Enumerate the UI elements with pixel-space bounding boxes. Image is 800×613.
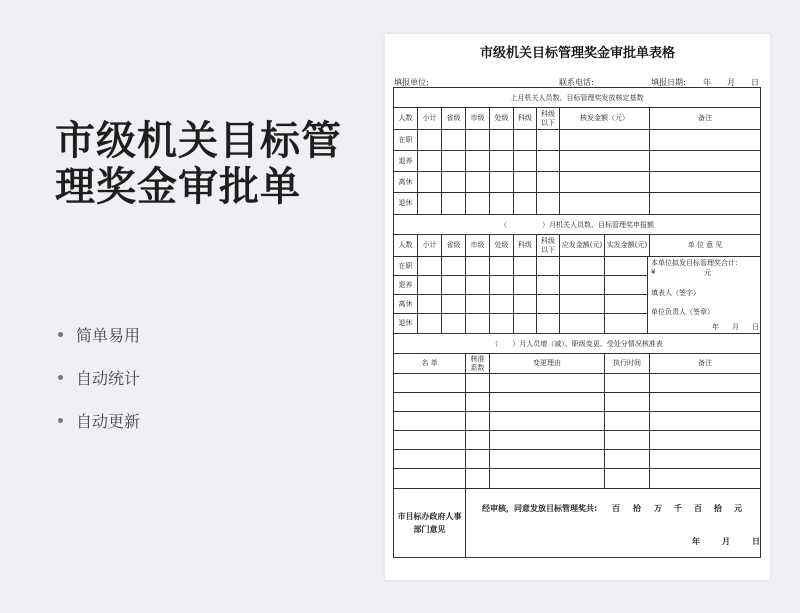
form-cell[interactable] [418,276,442,294]
form-cell[interactable] [605,374,650,392]
section1-row [394,193,760,214]
form-sheet [385,34,770,580]
section1-caption: 上月机关人员数、目标管理奖发放核定基数 [394,88,760,108]
form-cell[interactable] [650,374,760,392]
form-cell[interactable] [490,314,514,333]
header-cell: 名 单 [394,354,466,373]
form-cell[interactable] [537,295,560,313]
date-month: 月 [727,78,735,87]
bullet-dot [58,332,63,337]
form-cell[interactable] [466,450,490,468]
amount-unit: 万 [654,504,662,513]
form-cell[interactable] [442,172,466,192]
form-cell[interactable] [537,172,560,192]
form-cell[interactable] [605,450,650,468]
form-cell[interactable] [466,151,490,171]
form-cell[interactable] [537,257,560,275]
header-cell: 市级 [466,108,490,129]
form-cell[interactable] [650,469,760,488]
row-label: 离休 [394,172,418,192]
row-label: 在职 [394,257,418,275]
form-cell[interactable] [394,374,466,392]
section3-caption: （ ）月人员增（减）、职级变更、受处分情况核准表 [394,334,760,354]
form-cell[interactable] [490,469,605,488]
opinion-filler: 填表人（签字） [651,289,700,297]
row-label: 离休 [394,295,418,313]
amount-unit: 拾 [714,504,722,513]
row-label: 退养 [394,151,418,171]
section-last-month [394,88,760,215]
header-cell: 小计 [418,235,442,256]
header-cell: 科级以下 [537,108,560,129]
form-cell[interactable] [650,393,760,411]
row-label: 退休 [394,314,418,333]
form-cell[interactable] [442,257,466,275]
form-cell[interactable] [650,130,760,150]
header-cell: 科级以下 [537,235,560,256]
form-cell[interactable] [442,193,466,214]
amount-unit: 百 [694,504,702,513]
section3-row [394,393,760,412]
opinion-month: 月 [732,323,739,331]
form-cell[interactable] [466,412,490,430]
amount-unit: 元 [734,504,742,513]
feature-item [58,356,140,399]
form-cell[interactable] [394,412,466,430]
form-cell[interactable] [442,314,466,333]
date-year: 年 [703,78,711,87]
form-cell[interactable] [466,374,490,392]
approval-day: 日 [752,537,760,546]
amount-unit: 千 [674,504,682,513]
amount-unit: 百 [612,504,620,513]
approval-year: 年 [692,537,700,546]
approval-statement: 经审核，同意发放目标管理奖共: [482,504,598,513]
form-cell[interactable] [418,257,442,275]
feature-list [58,313,140,442]
opinion-head: 单位负责人（签章） [651,308,714,316]
form-cell[interactable] [442,295,466,313]
form-cell[interactable] [514,193,537,214]
feature-label: 自动统计 [76,369,141,388]
phone-label: 联系电话: [559,78,594,87]
row-label: 退休 [394,193,418,214]
form-cell[interactable] [560,257,605,275]
form-cell[interactable] [490,193,514,214]
header-cell: 核准系数 [466,354,490,373]
section2-row [394,314,647,333]
section2-body [394,257,760,333]
feature-label: 简单易用 [76,326,141,345]
form-cell[interactable] [605,314,647,333]
section2-row [394,276,647,295]
unit-opinion-box[interactable] [648,257,760,333]
form-cell[interactable] [490,295,514,313]
form-cell[interactable] [466,276,490,294]
section-changes [394,334,760,489]
section2-row [394,257,647,276]
form-cell[interactable] [466,393,490,411]
form-cell[interactable] [490,393,605,411]
header-cell: 小计 [418,108,442,129]
header-cell: 变更理由 [490,354,605,373]
form-cell[interactable] [394,393,466,411]
form-cell[interactable] [537,276,560,294]
form-cell[interactable] [466,172,490,192]
form-cell[interactable] [650,412,760,430]
form-cell[interactable] [560,151,650,171]
header-cell: 处级 [490,235,514,256]
header-cell: 执行时间 [605,354,650,373]
form-cell[interactable] [605,393,650,411]
form-cell[interactable] [560,172,650,192]
section2-row [394,295,647,314]
form-cell[interactable] [537,314,560,333]
header-cell: 省级 [442,235,466,256]
approval-box[interactable] [466,489,760,557]
form-cell[interactable] [514,130,537,150]
form-cell[interactable] [466,295,490,313]
form-cell[interactable] [490,151,514,171]
date-day: 日 [751,78,759,87]
header-cell: 实发金额(元) [605,235,650,256]
form-cell[interactable] [466,431,490,449]
header-cell: 备注 [698,359,712,367]
header-cell: 备注 [698,114,712,122]
form-cell[interactable] [418,172,442,192]
section3-row [394,431,760,450]
form-cell[interactable] [442,151,466,171]
form-cell[interactable] [560,295,605,313]
form-cell[interactable] [605,412,650,430]
form-cell[interactable] [605,257,647,275]
form-cell[interactable] [442,276,466,294]
header-cell: 核发金额（元） [560,108,650,129]
form-cell[interactable] [537,193,560,214]
form-cell[interactable] [466,130,490,150]
section3-row [394,469,760,488]
form-cell[interactable] [605,276,647,294]
form-cell[interactable] [514,276,537,294]
form-cell[interactable] [650,450,760,468]
form-cell[interactable] [514,151,537,171]
form-cell[interactable] [650,172,760,192]
section-this-month [394,215,760,334]
form-cell[interactable] [466,314,490,333]
promo-title: 市级机关目标管理奖金审批单 [55,118,342,210]
row-label: 在职 [394,130,418,150]
opinion-total-line: 本单位拟发目标管理奖合计： [651,259,742,267]
form-cell[interactable] [560,276,605,294]
section2-caption: （ ）月机关人员数、目标管理奖申报额 [394,215,760,235]
form-cell[interactable] [418,295,442,313]
header-cell: 人数 [394,108,418,129]
form-cell[interactable] [490,412,605,430]
form-cell[interactable] [418,193,442,214]
header-cell: 科级 [514,235,537,256]
opinion-year: 年 [712,323,719,331]
form-cell[interactable] [466,469,490,488]
date-label: 填报日期: [651,78,686,87]
form-cell[interactable] [418,151,442,171]
section1-row [394,130,760,151]
form-cell[interactable] [560,130,650,150]
header-cell: 应发金额(元) [560,235,605,256]
opinion-yen: ¥ [651,268,656,276]
form-cell[interactable] [537,151,560,171]
approval-form [393,87,761,558]
feature-item [58,399,140,442]
form-cell[interactable] [514,295,537,313]
form-cell[interactable] [514,172,537,192]
form-cell[interactable] [605,431,650,449]
form-cell[interactable] [394,469,466,488]
form-cell[interactable] [605,295,647,313]
sheet-title: 市级机关目标管理奖金审批单表格 [479,46,675,61]
section3-row [394,412,760,431]
form-cell[interactable] [418,314,442,333]
bullet-dot [58,418,63,423]
form-cell[interactable] [490,431,605,449]
form-cell[interactable] [650,193,760,214]
form-cell[interactable] [442,130,466,150]
section3-row [394,374,760,393]
amount-unit: 拾 [633,504,641,513]
form-cell[interactable] [394,431,466,449]
header-cell: 处级 [490,108,514,129]
form-cell[interactable] [418,130,442,150]
form-cell[interactable] [560,314,605,333]
section1-row [394,172,760,193]
approval-authority: 市目标办政府人事部门意见 [394,489,466,557]
header-cell: 单 位 意 见 [687,241,723,249]
form-cell[interactable] [490,276,514,294]
form-cell[interactable] [490,257,514,275]
form-cell[interactable] [394,450,466,468]
form-cell[interactable] [537,130,560,150]
feature-label: 自动更新 [76,412,141,431]
section3-row [394,450,760,469]
unit-label: 填报单位: [394,78,429,87]
opinion-day: 日 [752,323,759,331]
section2-header-row [394,235,760,257]
section3-header-row [394,354,760,374]
form-cell[interactable] [650,151,760,171]
form-cell[interactable] [490,130,514,150]
header-cell: 科级 [514,108,537,129]
section2-grid [394,257,648,333]
header-cell: 省级 [442,108,466,129]
form-cell[interactable] [560,193,650,214]
form-cell[interactable] [650,431,760,449]
bullet-dot [58,375,63,380]
header-cell: 人数 [394,235,418,256]
form-cell[interactable] [490,374,605,392]
form-cell[interactable] [490,450,605,468]
feature-item [58,313,140,356]
approval-month: 月 [722,537,730,546]
form-cell[interactable] [605,469,650,488]
row-label: 退养 [394,276,418,294]
section1-row [394,151,760,172]
opinion-yuan: 元 [704,269,711,277]
form-cell[interactable] [514,314,537,333]
form-cell[interactable] [466,193,490,214]
header-cell: 市级 [466,235,490,256]
form-cell[interactable] [514,257,537,275]
approval-section [394,489,760,557]
section1-header-row [394,108,760,130]
form-cell[interactable] [466,257,490,275]
form-cell[interactable] [490,172,514,192]
